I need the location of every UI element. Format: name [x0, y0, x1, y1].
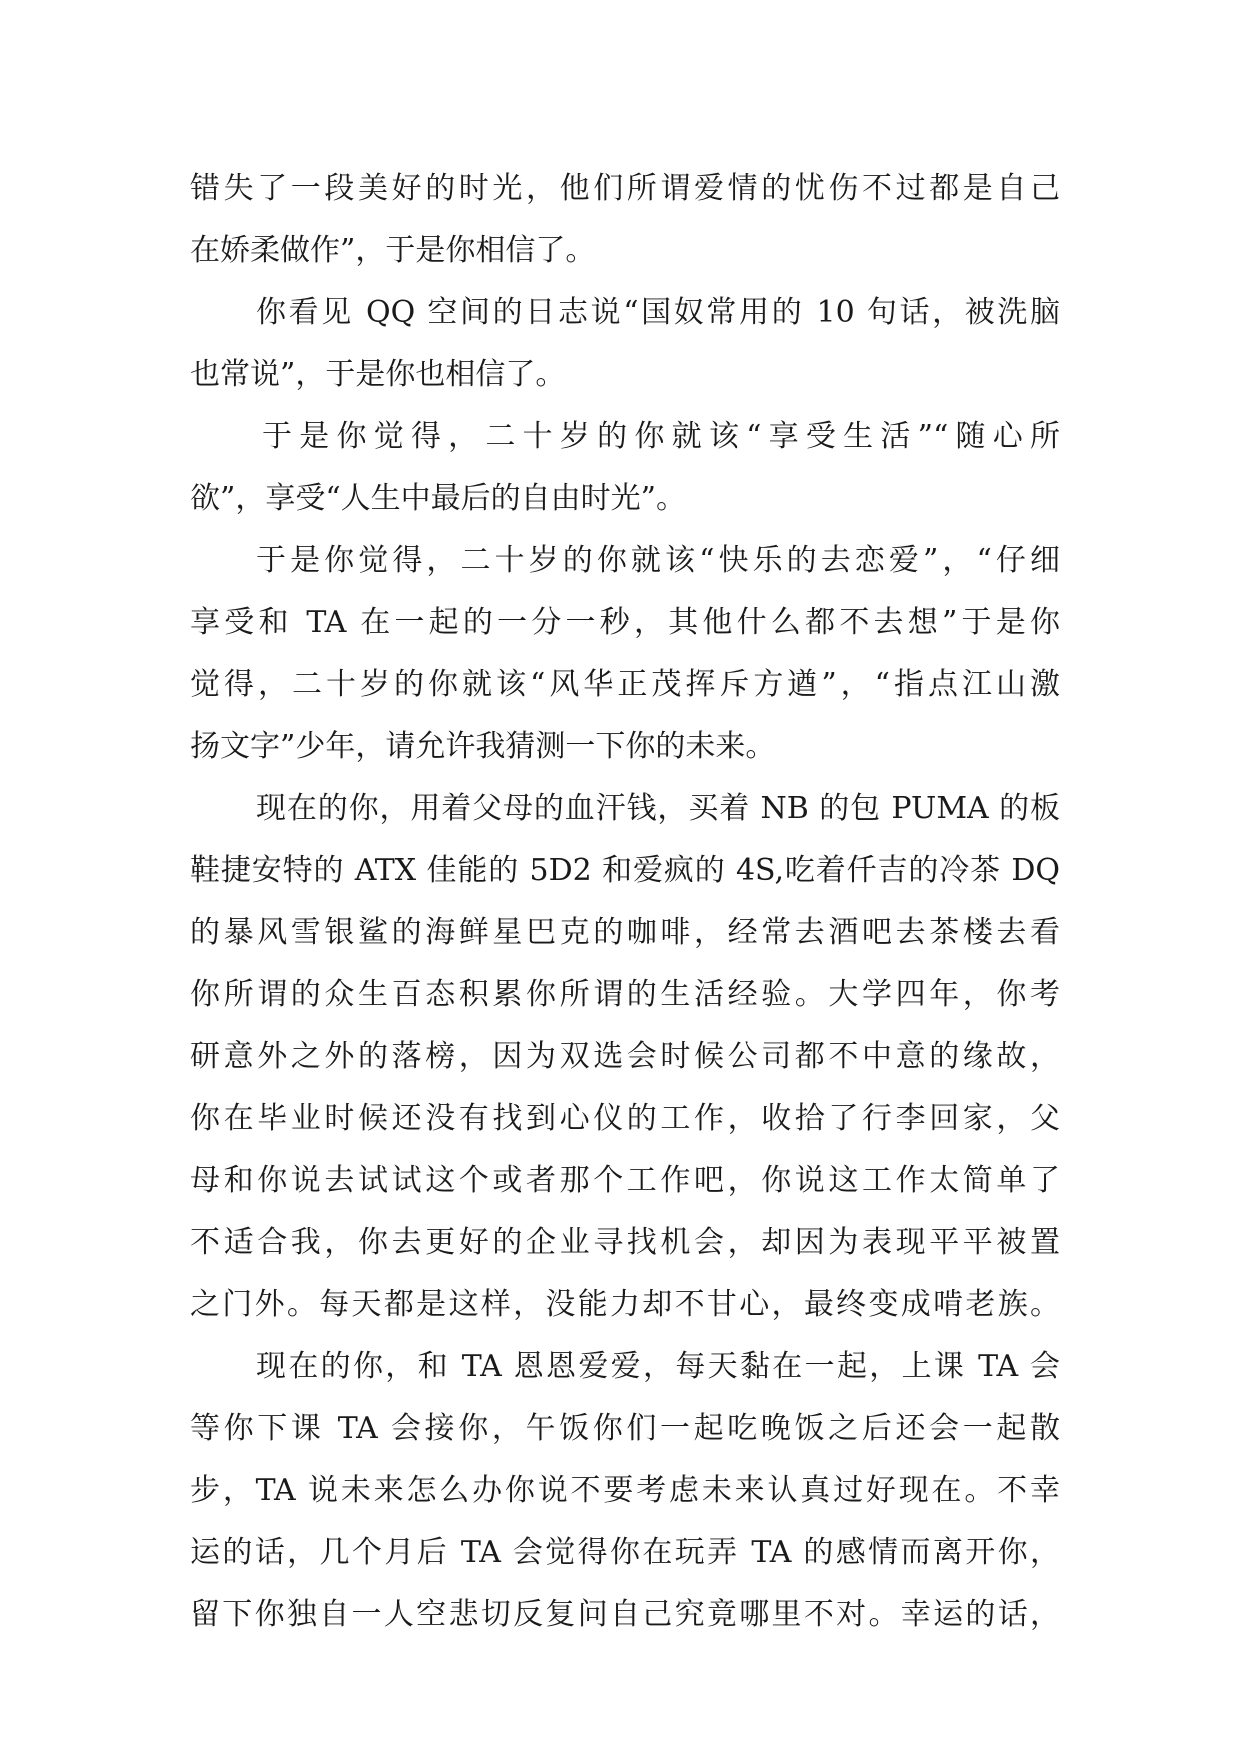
text-line: 你在毕业时候还没有找到心仪的工作，收拾了行李回家，父	[190, 1101, 1060, 1136]
text-line: 留下你独自一人空悲切反复问自己究竟哪里不对。幸运的话，	[190, 1597, 1060, 1632]
text-line: 欲”，享受“人生中最后的自由时光”。	[190, 481, 687, 516]
body-text	[190, 158, 1060, 1646]
text-line: 于是你觉得，二十岁的你就该“享受生活”“随心所	[262, 419, 1060, 454]
text-line: 扬文字”少年，请允许我猜测一下你的未来。	[190, 729, 776, 764]
text-line: 研意外之外的落榜，因为双选会时候公司都不中意的缘故，	[190, 1039, 1060, 1074]
text-line: 现在的你，用着父母的血汗钱，买着 NB 的包 PUMA 的板	[256, 791, 1060, 826]
text-line: 你看见 QQ 空间的日志说“国奴常用的 10 句话，被洗脑	[256, 295, 1060, 330]
text-line: 等你下课 TA 会接你，午饭你们一起吃晚饭之后还会一起散	[190, 1411, 1060, 1446]
text-line: 你所谓的众生百态积累你所谓的生活经验。大学四年，你考	[190, 977, 1060, 1012]
text-line: 的暴风雪银鲨的海鲜星巴克的咖啡，经常去酒吧去茶楼去看	[190, 915, 1060, 950]
text-line: 步，TA 说未来怎么办你说不要考虑未来认真过好现在。不幸	[190, 1473, 1060, 1508]
text-line: 母和你说去试试这个或者那个工作吧，你说这工作太简单了	[190, 1163, 1060, 1198]
text-line: 于是你觉得，二十岁的你就该“快乐的去恋爱”，“仔细	[256, 543, 1060, 578]
text-line: 运的话，几个月后 TA 会觉得你在玩弄 TA 的感情而离开你，	[190, 1535, 1060, 1570]
text-line: 觉得，二十岁的你就该“风华正茂挥斥方遒”，“指点江山激	[190, 667, 1060, 702]
text-line: 也常说”，于是你也相信了。	[190, 357, 566, 392]
text-line: 错失了一段美好的时光，他们所谓爱情的忧伤不过都是自己	[190, 171, 1060, 206]
text-line: 现在的你，和 TA 恩恩爱爱，每天黏在一起，上课 TA 会	[256, 1349, 1060, 1384]
text-line: 之门外。每天都是这样，没能力却不甘心，最终变成啃老族。	[190, 1287, 1060, 1322]
text-line: 在娇柔做作”，于是你相信了。	[190, 233, 596, 268]
text-line: 享受和 TA 在一起的一分一秒，其他什么都不去想”于是你	[190, 605, 1060, 640]
text-line: 鞋捷安特的 ATX 佳能的 5D2 和爱疯的 4S,吃着仟吉的冷茶 DQ	[190, 853, 1060, 888]
text-line: 不适合我，你去更好的企业寻找机会，却因为表现平平被置	[190, 1225, 1060, 1260]
